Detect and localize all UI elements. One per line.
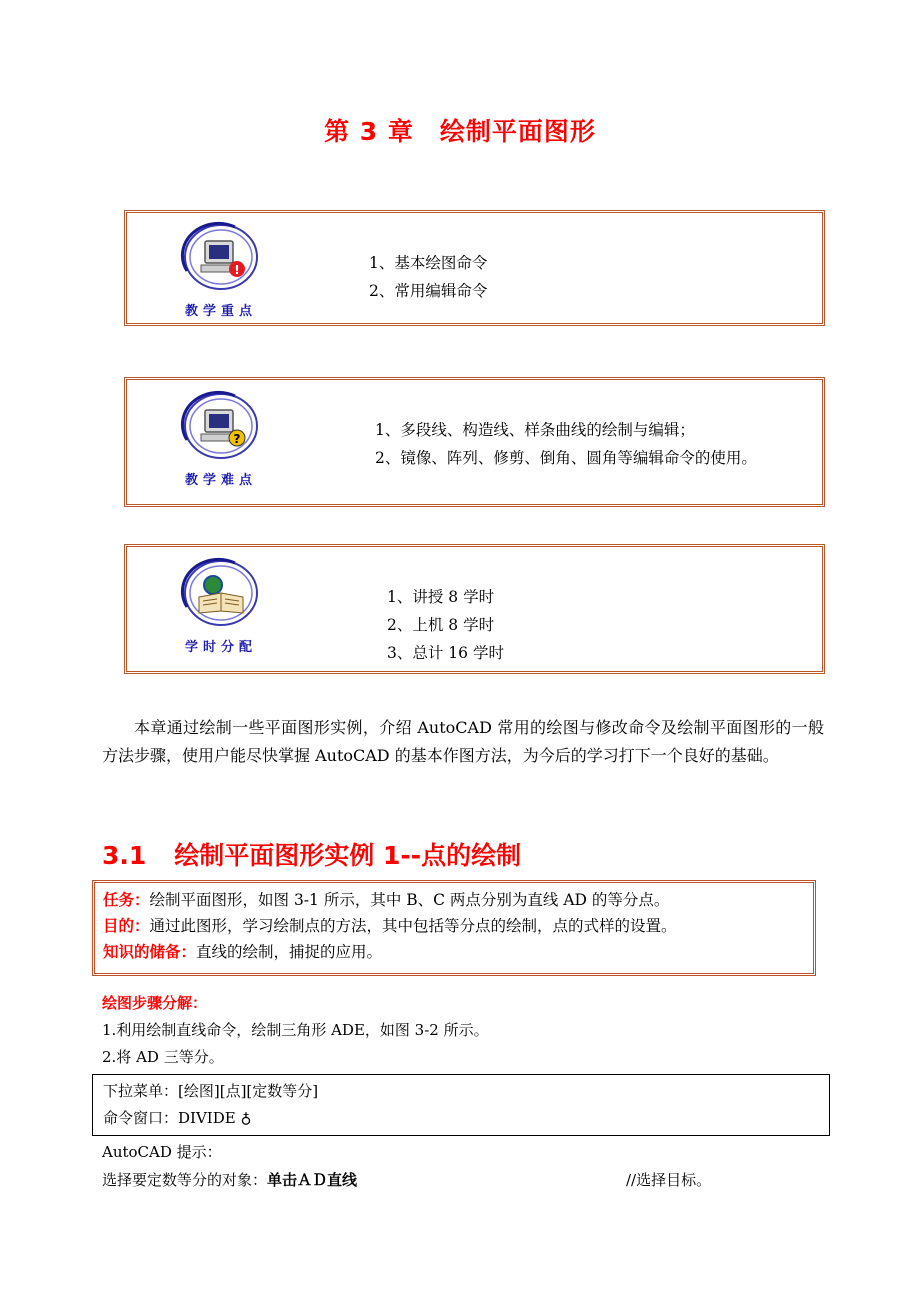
hours-box	[124, 544, 825, 674]
difficult-points-icon	[175, 388, 267, 488]
key-points-caption: 教学重点	[184, 304, 257, 319]
goal-row: 目的：通过此图形，学习绘制点的方法，其中包括等分点的绘制，点的式样的设置。	[103, 917, 677, 935]
section-number: 3.1	[102, 841, 147, 870]
chapter-name: 绘制平面图形	[439, 117, 596, 146]
task-row: 任务：绘制平面图形，如图 3-1 所示，其中 B、C 两点分别为直线 AD 的等分点。	[103, 891, 670, 909]
prompt-comment: //选择目标。	[626, 1171, 712, 1189]
knowledge-row: 知识的储备：直线的绘制，捕捉的应用。	[103, 943, 383, 961]
key-points-icon	[175, 219, 267, 319]
hours-caption: 学时分配	[184, 640, 257, 655]
difficult-point-line: 2、镜像、阵列、修剪、倒角、圆角等编辑命令的使用。	[375, 449, 757, 467]
section-title	[102, 836, 521, 872]
command-box	[92, 1074, 830, 1136]
difficult-point-line: 1、多段线、构造线、样条曲线的绘制与编辑；	[375, 421, 695, 439]
hours-line: 1、讲授 8 学时	[387, 588, 495, 606]
hours-icon	[175, 555, 267, 655]
command-window-row: 命令窗口：DIVIDE ♁	[103, 1109, 252, 1127]
prompt-header: AutoCAD 提示：	[102, 1143, 222, 1161]
key-point-line: 2、常用编辑命令	[369, 282, 488, 300]
menu-row: 下拉菜单：[绘图][点][定数等分]	[103, 1082, 319, 1100]
section-name: 绘制平面图形实例 1--点的绘制	[174, 841, 522, 870]
steps	[102, 990, 822, 1071]
hours-line: 3、总计 16 学时	[387, 644, 504, 662]
key-points-box	[124, 210, 825, 326]
alert-icon: !	[234, 263, 240, 277]
difficult-points-caption: 教学难点	[184, 473, 257, 488]
key-point-line: 1、基本绘图命令	[369, 254, 488, 272]
difficult-points-box	[124, 377, 825, 507]
chapter-number: 第 3 章	[324, 117, 414, 146]
steps-heading: 绘图步骤分解：	[102, 994, 208, 1012]
hours-line: 2、上机 8 学时	[387, 616, 495, 634]
step-1: 1.利用绘制直线命令，绘制三角形 ADE，如图 3-2 所示。	[102, 1021, 489, 1039]
step-2: 2.将 AD 三等分。	[102, 1048, 224, 1066]
task-box	[92, 880, 816, 976]
prompt-block	[102, 1138, 822, 1194]
prompt-row: 选择要定数等分的对象：单击ＡＤ直线 //选择目标。	[102, 1166, 822, 1194]
chapter-title	[0, 112, 920, 148]
question-icon: ?	[233, 432, 241, 446]
intro-paragraph: 本章通过绘制一些平面图形实例，介绍 AutoCAD 常用的绘图与修改命令及绘制平面图形的一般方法步骤，使用户能尽快掌握 AutoCAD 的基本作图方法，为今后的学习打下一个良好的基础。	[102, 718, 824, 765]
